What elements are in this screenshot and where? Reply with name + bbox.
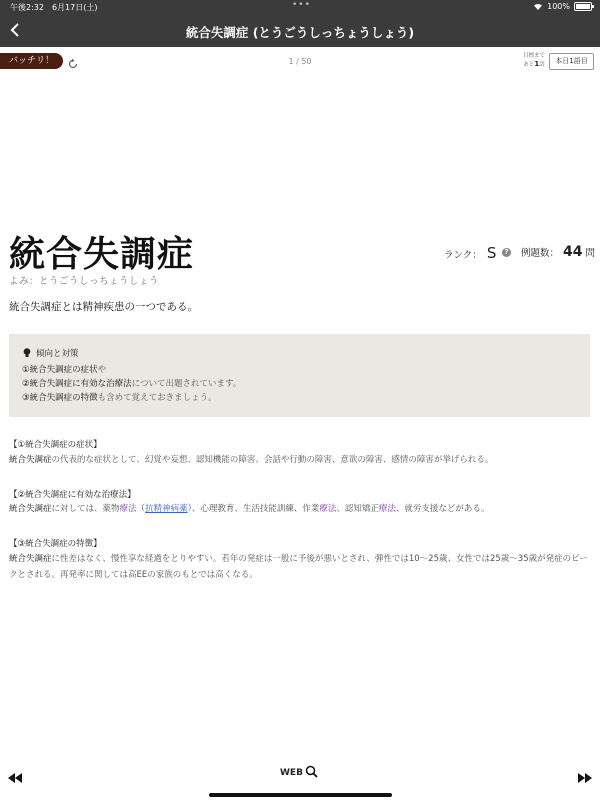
body-text: 、就労支援などがある。 xyxy=(395,504,490,514)
goal-label: 目標まで xyxy=(522,53,545,59)
section-2-body xyxy=(9,501,591,517)
definition-text: 統合失調症とは精神疾患の一つである。 xyxy=(9,301,198,313)
navigation-bar xyxy=(0,14,600,47)
section-3-heading: 【③統合失調症の特徴】 xyxy=(9,539,102,549)
search-icon xyxy=(305,765,318,781)
term-keyword[interactable]: 統合失調症 xyxy=(9,504,52,514)
tips-line-1 xyxy=(22,363,106,375)
body-text: に性差はなく、慢性享な経過をとりやすい。若年の発症は一般に予後が悪いとされ、弾性では10～25歳、女性では25歳～35歳が発症のピークとされる。再発率に関しては高EEの家族のもとでは高くなる。 xyxy=(9,554,588,580)
goal-count xyxy=(519,60,549,69)
rewind-icon[interactable] xyxy=(8,768,22,778)
term-reading: よみ：とうごうしっちょうしょう xyxy=(9,276,160,287)
toolbar xyxy=(0,47,600,77)
page-title: 統合失調症 (とうごうしっちょうしょう) xyxy=(185,25,415,40)
page-counter: 1 / 50 xyxy=(288,57,312,66)
section-1-heading: 【①統合失調症の症状】 xyxy=(9,440,102,450)
tips-line-2 xyxy=(22,377,241,389)
section-3-body xyxy=(9,551,591,583)
tips-heading-text: 傾向と対策 xyxy=(36,349,79,359)
home-indicator[interactable] xyxy=(209,793,392,797)
tips-keyword: ②統合失調症に有効な治療法 xyxy=(22,379,132,389)
tips-keyword: ①統合失調症の症状 xyxy=(22,365,98,375)
status-indicators xyxy=(533,2,592,11)
tips-heading xyxy=(23,347,79,359)
tips-text: や xyxy=(97,365,107,375)
goal-number: 1 xyxy=(534,60,540,68)
link-antipsychotic[interactable]: 抗精神病薬 xyxy=(145,504,188,514)
examples-value: 44 xyxy=(563,244,583,260)
link-ryoho[interactable]: 療法 xyxy=(378,504,396,514)
body-text: の代表的な症状として、幻覚や妄想、認知機能の障害、会話や行動の障害、意欲の障害、感情の障害が挙げられる。 xyxy=(51,455,494,465)
multitask-dots[interactable]: ••• xyxy=(292,0,311,10)
section-1-body xyxy=(9,452,591,468)
status-time: 午後2:32 6月17日(土) xyxy=(10,3,98,12)
rank-label: ランク： xyxy=(444,250,482,261)
body-text: （ xyxy=(136,504,146,514)
link-ryoho[interactable]: 療法 xyxy=(319,504,337,514)
bachiri-button[interactable]: バッチリ！ xyxy=(0,53,63,69)
link-ryoho[interactable]: 療法 xyxy=(119,504,137,514)
status-bar xyxy=(0,0,600,14)
today-count-button[interactable]: 本日1語目 xyxy=(549,53,594,70)
tips-keyword: ③統合失調症の特徴 xyxy=(22,393,98,403)
goal-remaining xyxy=(519,52,549,69)
term-title: 統合失調症 xyxy=(9,234,195,275)
tips-line-3 xyxy=(22,391,217,403)
wifi-icon xyxy=(533,3,543,10)
tips-text: について出題されています。 xyxy=(131,379,242,389)
web-search-button[interactable] xyxy=(280,765,318,781)
help-icon[interactable]: ? xyxy=(502,248,511,257)
rank-value: S xyxy=(486,244,497,262)
body-text: ）、心理教育、生活技能訓練、作業 xyxy=(187,504,320,514)
rank-info xyxy=(444,244,496,262)
examples-info xyxy=(521,244,595,260)
term-keyword[interactable]: 統合失調症 xyxy=(9,455,52,465)
battery-icon xyxy=(574,2,592,11)
term-keyword[interactable]: 統合失調症 xyxy=(9,554,52,564)
fast-forward-icon[interactable] xyxy=(578,768,592,778)
examples-label: 例題数： xyxy=(521,248,560,259)
examples-unit: 問 xyxy=(585,248,596,259)
battery-percent: 100% xyxy=(547,2,570,11)
body-text: に対しては、薬物 xyxy=(51,504,120,514)
tips-text: も含めて覚えておきましょう。 xyxy=(97,393,217,403)
web-label: WEB xyxy=(280,768,303,778)
goal-prefix: あと xyxy=(523,62,535,68)
section-2-heading: 【②統合失調症に有効な治療法】 xyxy=(9,490,136,500)
goal-suffix: 語 xyxy=(539,62,545,68)
tips-box xyxy=(9,334,590,417)
body-text: 、認知矯正 xyxy=(336,504,379,514)
lightbulb-icon xyxy=(23,348,31,358)
